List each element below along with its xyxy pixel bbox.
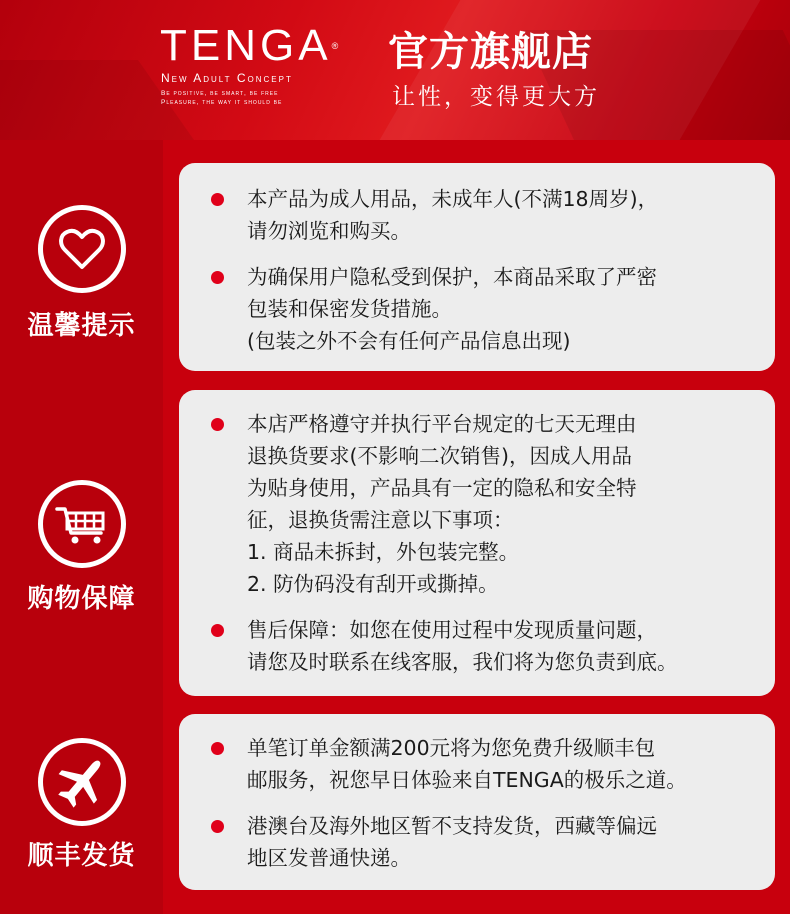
section-title-tips: 温馨提示 <box>27 311 136 341</box>
list-item: 售后保障：如您在使用过程中发现质量问题， 请您及时联系在线客服，我们将为您负责到底。 <box>211 614 761 678</box>
list-item: 本店严格遵守并执行平台规定的七天无理由 退换货要求(不影响二次销售)，因成人用品 为贴身使用，产品具有一定的隐私和安全特 征，退换货需注意以下事项： 1. 商品未拆封，外包装完整。 2. 防伪码没有刮开或撕掉。 <box>211 408 761 600</box>
guarantee-card <box>179 390 775 696</box>
brand-tagline: New Adult Concept <box>161 71 293 85</box>
shopping-cart-icon <box>38 480 126 568</box>
section-sidebar <box>0 140 163 914</box>
tips-card <box>179 163 775 371</box>
store-name: 官方旗舰店 <box>388 29 593 75</box>
header-banner <box>0 0 790 140</box>
list-item: 港澳台及海外地区暂不支持发货，西藏等偏远 地区发普通快递。 <box>211 810 761 874</box>
section-title-guarantee: 购物保障 <box>27 584 136 614</box>
bullet-dot <box>211 271 224 284</box>
section-title-shipping: 顺丰发货 <box>27 841 136 871</box>
list-item: 本产品为成人用品，未成年人(不满18周岁)， 请勿浏览和购买。 <box>211 183 761 247</box>
bullet-dot <box>211 193 224 206</box>
shipping-card <box>179 714 775 890</box>
bullet-dot <box>211 624 224 637</box>
notice-content <box>0 140 790 914</box>
list-item: 为确保用户隐私受到保护，本商品采取了严密 包装和保密发货措施。 (包装之外不会有任何产品信息出现) <box>211 261 761 357</box>
list-item: 单笔订单金额满200元将为您免费升级顺丰包 邮服务，祝您早日体验来自TENGA的极乐之道。 <box>211 732 761 796</box>
bullet-dot <box>211 820 224 833</box>
store-subtitle: 让性，变得更大方 <box>392 84 600 110</box>
brand-slogan: Be positive, be smart, be free Pleasure, the way it should be <box>161 90 283 106</box>
bullet-dot <box>211 742 224 755</box>
heart-icon <box>38 205 126 293</box>
bullet-dot <box>211 418 224 431</box>
brand-logo: TENGA® <box>160 21 339 70</box>
airplane-icon <box>38 738 126 826</box>
